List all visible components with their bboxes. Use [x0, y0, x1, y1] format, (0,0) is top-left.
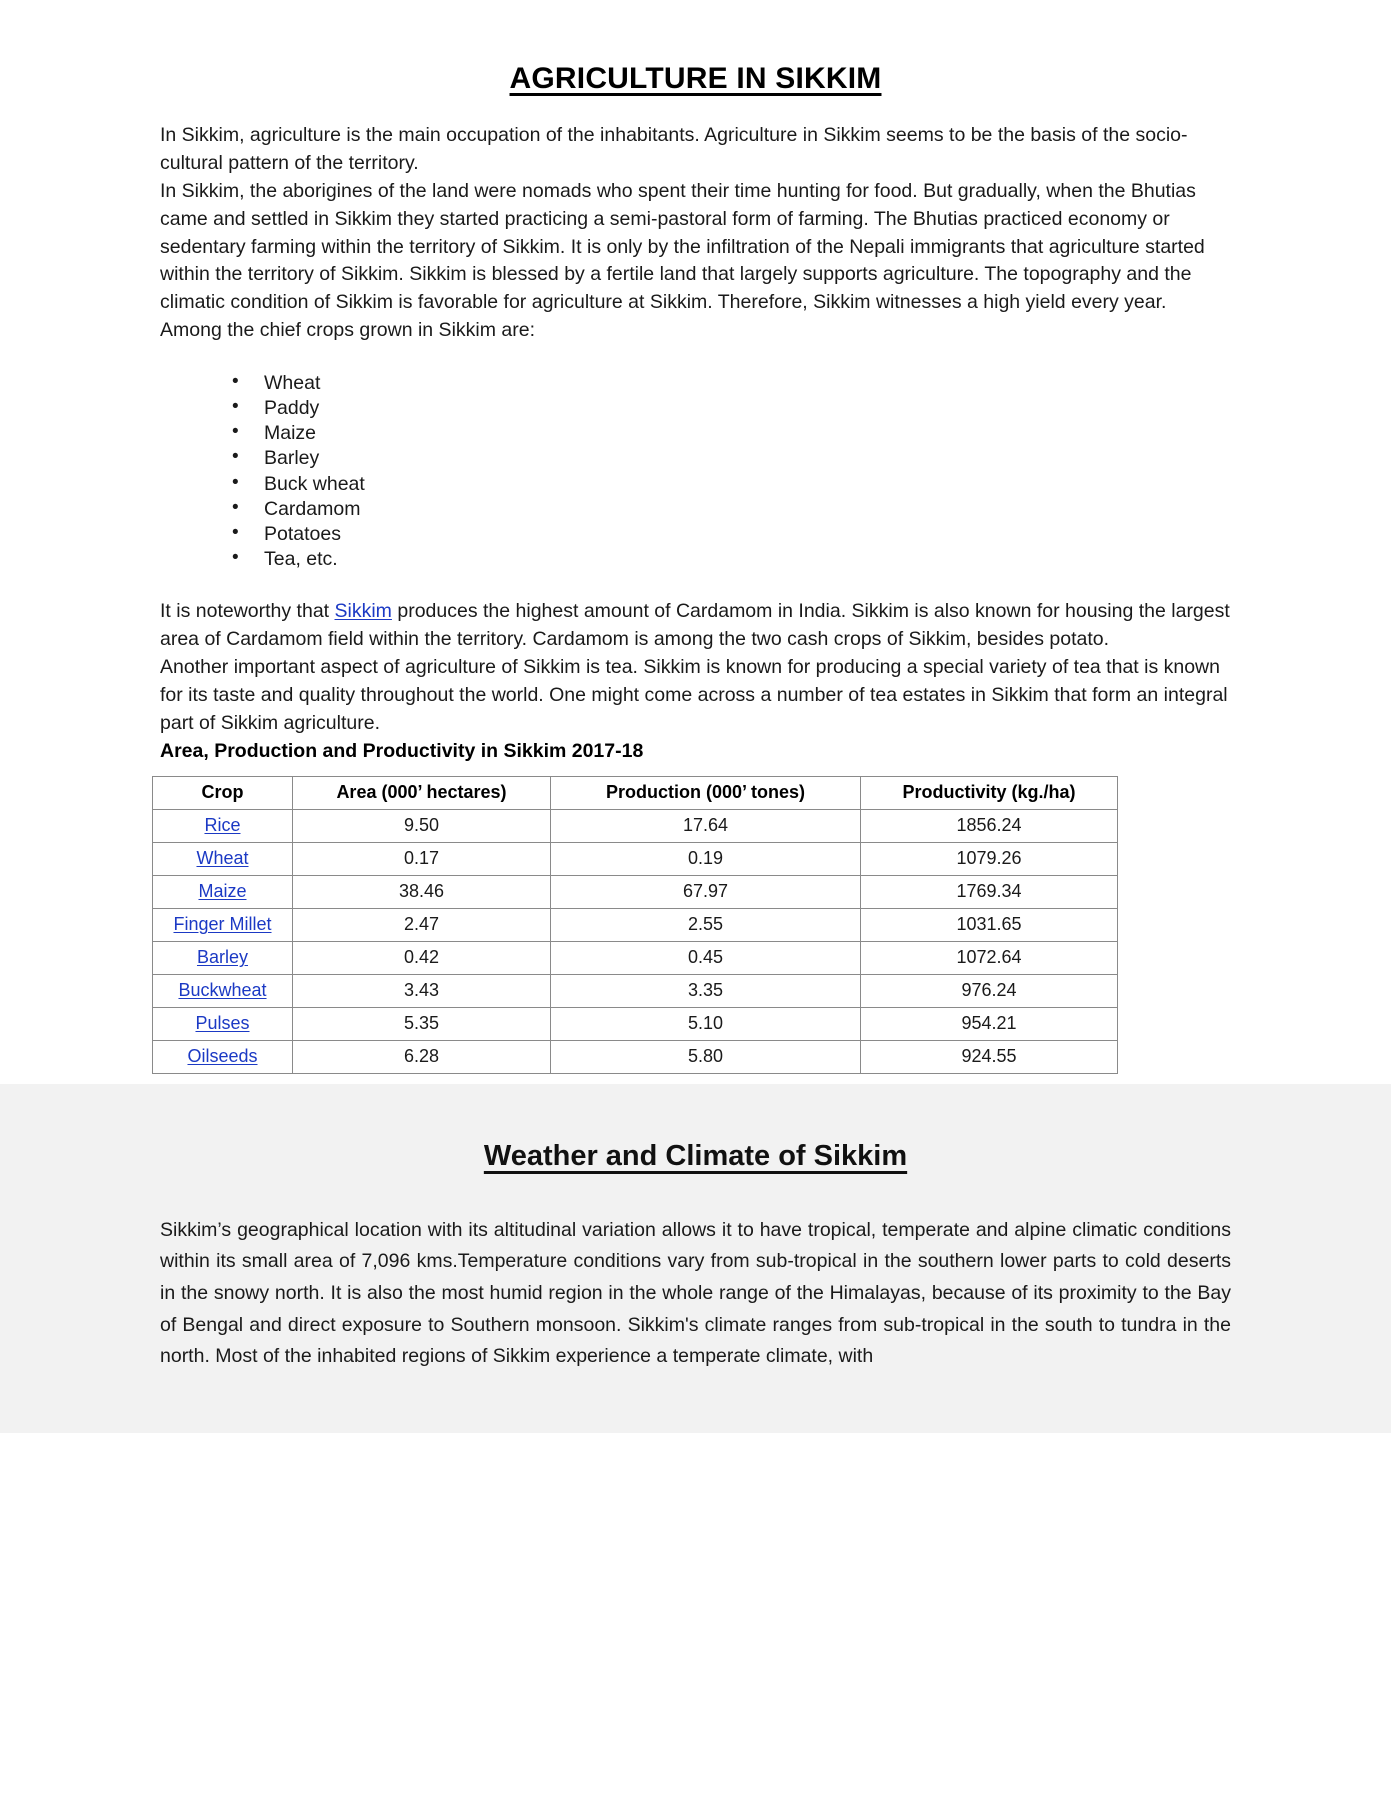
column-header-area: Area (000’ hectares): [293, 776, 551, 809]
cell-production: 3.35: [551, 974, 861, 1007]
crop-link[interactable]: Wheat: [196, 848, 249, 869]
cell-productivity: 1769.34: [861, 875, 1118, 908]
table-header-row: [153, 776, 1118, 809]
cell-productivity: 954.21: [861, 1007, 1118, 1040]
cell-crop: [153, 908, 293, 941]
crop-link[interactable]: Barley: [196, 947, 249, 968]
tea-paragraph: Another important aspect of agriculture of Sikkim is tea. Sikkim is known for producing a special variety of tea that is known for its taste and quality throughout the world. One might come across a number of tea estates in Sikkim that form an integral part of Sikkim agriculture.: [160, 655, 1228, 734]
table-row: [153, 941, 1118, 974]
list-item: • Tea, etc.: [232, 547, 1231, 572]
column-header-crop: Crop: [153, 776, 293, 809]
cell-production: 17.64: [551, 809, 861, 842]
weather-climate-section: [0, 1084, 1391, 1433]
cardamom-paragraph: [160, 598, 1231, 654]
cell-productivity: 1072.64: [861, 941, 1118, 974]
cell-area: 38.46: [293, 875, 551, 908]
cell-crop: [153, 941, 293, 974]
cell-productivity: 1079.26: [861, 842, 1118, 875]
column-header-production: Production (000’ tones): [551, 776, 861, 809]
table-row: [153, 908, 1118, 941]
cell-production: 5.10: [551, 1007, 861, 1040]
cell-production: 2.55: [551, 908, 861, 941]
cell-productivity: 924.55: [861, 1040, 1118, 1073]
crop-link[interactable]: Buckwheat: [178, 980, 267, 1001]
cell-area: 5.35: [293, 1007, 551, 1040]
cell-production: 0.45: [551, 941, 861, 974]
cell-area: 9.50: [293, 809, 551, 842]
table-row: [153, 974, 1118, 1007]
weather-section-title: Weather and Climate of Sikkim: [483, 1139, 908, 1172]
cell-area: 6.28: [293, 1040, 551, 1073]
cell-crop: [153, 842, 293, 875]
list-item: • Cardamom: [232, 497, 1231, 522]
intro-block: [160, 122, 1231, 345]
weather-section-paragraph: Sikkim’s geographical location with its altitudinal variation allows it to have tropical, temperate and alpine climatic conditions within its small area of 7,096 kms.Temperature conditions vary from sub-tropical in the southern lower parts to cold deserts in the snowy north. It is also the most humid region in the whole range of the Himalayas, because of its proximity to the Bay of Bengal and direct exposure to Southern monsoon. Sikkim's climate ranges from sub-tropical in the south to tundra in the north. Most of the inhabited regions of Sikkim experience a temperate climate, with: [160, 1218, 1231, 1368]
table-row: [153, 1040, 1118, 1073]
crop-link[interactable]: Pulses: [195, 1013, 250, 1034]
cell-productivity: 1031.65: [861, 908, 1118, 941]
table-row: [153, 842, 1118, 875]
cell-area: 0.42: [293, 941, 551, 974]
cell-production: 0.19: [551, 842, 861, 875]
cell-production: 5.80: [551, 1040, 861, 1073]
crop-link[interactable]: Finger Millet: [173, 914, 272, 935]
list-item: • Wheat: [232, 371, 1231, 396]
intro-paragraph-2: In Sikkim, the aborigines of the land were nomads who spent their time hunting for food. But gradually, when the Bhutias came and settled in Sikkim they started practicing a semi-pastoral form of farming. The Bhutias practiced economy or sedentary farming within the territory of Sikkim. It is only by the infiltration of the Nepali immigrants that agriculture started within the territory of Sikkim. Sikkim is blessed by a fertile land that largely supports agriculture. The topography and the climatic condition of Sikkim is favorable for agriculture at Sikkim. Therefore, Sikkim witnesses a high yield every year. Among the chief crops grown in Sikkim are:: [160, 179, 1205, 342]
cell-crop: [153, 1040, 293, 1073]
spacer-before-list: [160, 345, 1231, 371]
cell-production: 67.97: [551, 875, 861, 908]
cell-crop: [153, 809, 293, 842]
table-row: [153, 809, 1118, 842]
cell-crop: [153, 875, 293, 908]
list-item: • Potatoes: [232, 522, 1231, 547]
list-item: • Buck wheat: [232, 472, 1231, 497]
cardamom-paragraph-suffix: produces the highest amount of Cardamom in India. Sikkim is also known for housing the largest area of Cardamom field within the territory. Cardamom is among the two cash crops of Sikkim, besides potato.: [160, 600, 1230, 650]
list-item: • Paddy: [232, 396, 1231, 421]
page-title: AGRICULTURE IN SIKKIM: [509, 62, 882, 95]
crop-link[interactable]: Maize: [198, 881, 247, 902]
cardamom-paragraph-prefix: It is noteworthy that: [160, 600, 335, 623]
cell-area: 0.17: [293, 842, 551, 875]
crop-link[interactable]: Oilseeds: [187, 1046, 258, 1067]
cell-area: 2.47: [293, 908, 551, 941]
agriculture-statistics-table: [152, 776, 1118, 1074]
table-row: [153, 1007, 1118, 1040]
cell-productivity: 976.24: [861, 974, 1118, 1007]
column-header-productivity: Productivity (kg./ha): [861, 776, 1118, 809]
list-item: • Barley: [232, 446, 1231, 471]
cell-area: 3.43: [293, 974, 551, 1007]
sikkim-link[interactable]: Sikkim: [334, 600, 392, 623]
crop-link[interactable]: Rice: [204, 815, 241, 836]
chief-crops-list: [160, 371, 1231, 572]
cell-productivity: 1856.24: [861, 809, 1118, 842]
table-row: [153, 875, 1118, 908]
weather-section-inner: [0, 1140, 1391, 1373]
cell-crop: [153, 974, 293, 1007]
intro-paragraph-1: In Sikkim, agriculture is the main occupation of the inhabitants. Agriculture in Sikkim seems to be the basis of the socio-cultural pattern of the territory.: [160, 124, 1188, 174]
cell-crop: [153, 1007, 293, 1040]
list-item: • Maize: [232, 421, 1231, 446]
spacer-after-list: [160, 572, 1231, 598]
table-heading: Area, Production and Productivity in Sikkim 2017-18: [160, 739, 644, 762]
